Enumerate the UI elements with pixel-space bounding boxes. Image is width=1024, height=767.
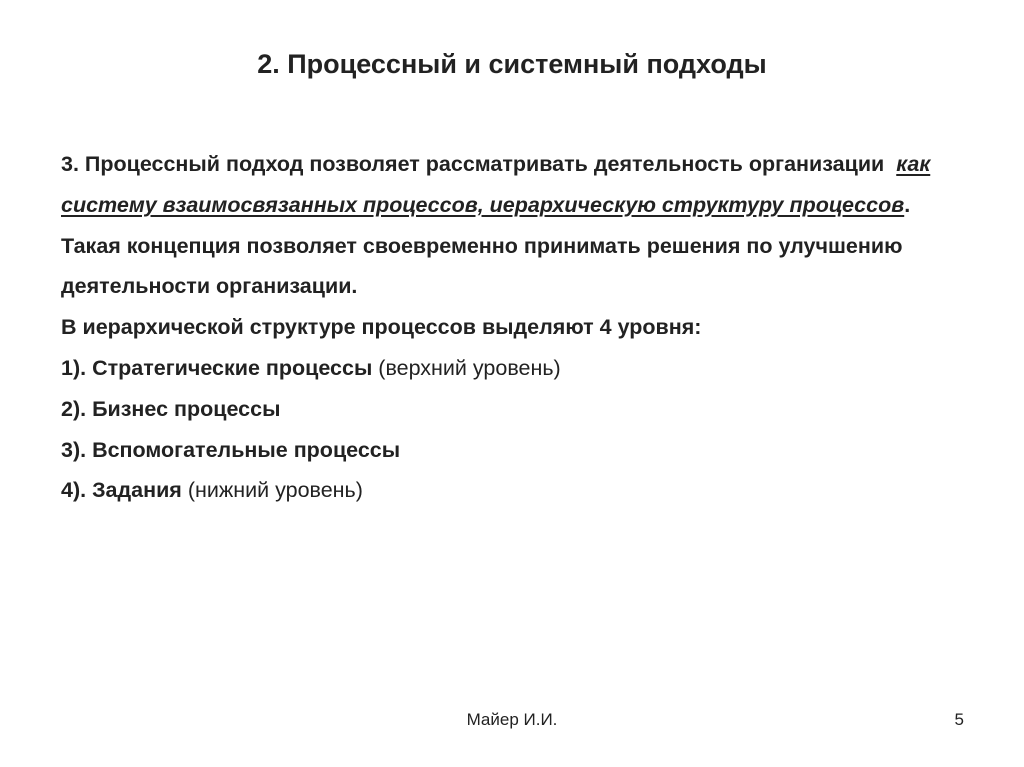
level-item (61, 470, 961, 511)
level-label: 2). Бизнес процессы (61, 396, 281, 421)
page-number: 5 (954, 710, 964, 729)
paragraph-emphasis: как систему взаимосвязанных процессов, иерархическую структуру процессов (61, 152, 931, 217)
levels-intro: В иерархической структуре процессов выделяют 4 уровня: (61, 315, 702, 340)
level-label: 3). Вспомогательные процессы (61, 437, 401, 462)
slide-title: 2. Процессный и системный подходы (257, 49, 767, 79)
level-item (61, 348, 961, 389)
level-note: (нижний уровень) (181, 478, 363, 503)
level-label: 4). Задания (61, 478, 182, 503)
intro-paragraph (61, 144, 961, 307)
footer-author: Майер И.И. (466, 710, 558, 729)
level-note: (верхний уровень) (372, 355, 561, 380)
paragraph-intro: 3. Процессный подход позволяет рассматривать деятельность организации (61, 152, 885, 176)
level-label: 1). Стратегические процессы (61, 355, 373, 380)
level-item (61, 430, 961, 471)
level-item (61, 389, 961, 430)
slide-body (61, 144, 961, 511)
paragraph-continuation: . Такая концепция позволяет своевременно принимать решения по улучшению деятельности организации. (61, 192, 911, 299)
